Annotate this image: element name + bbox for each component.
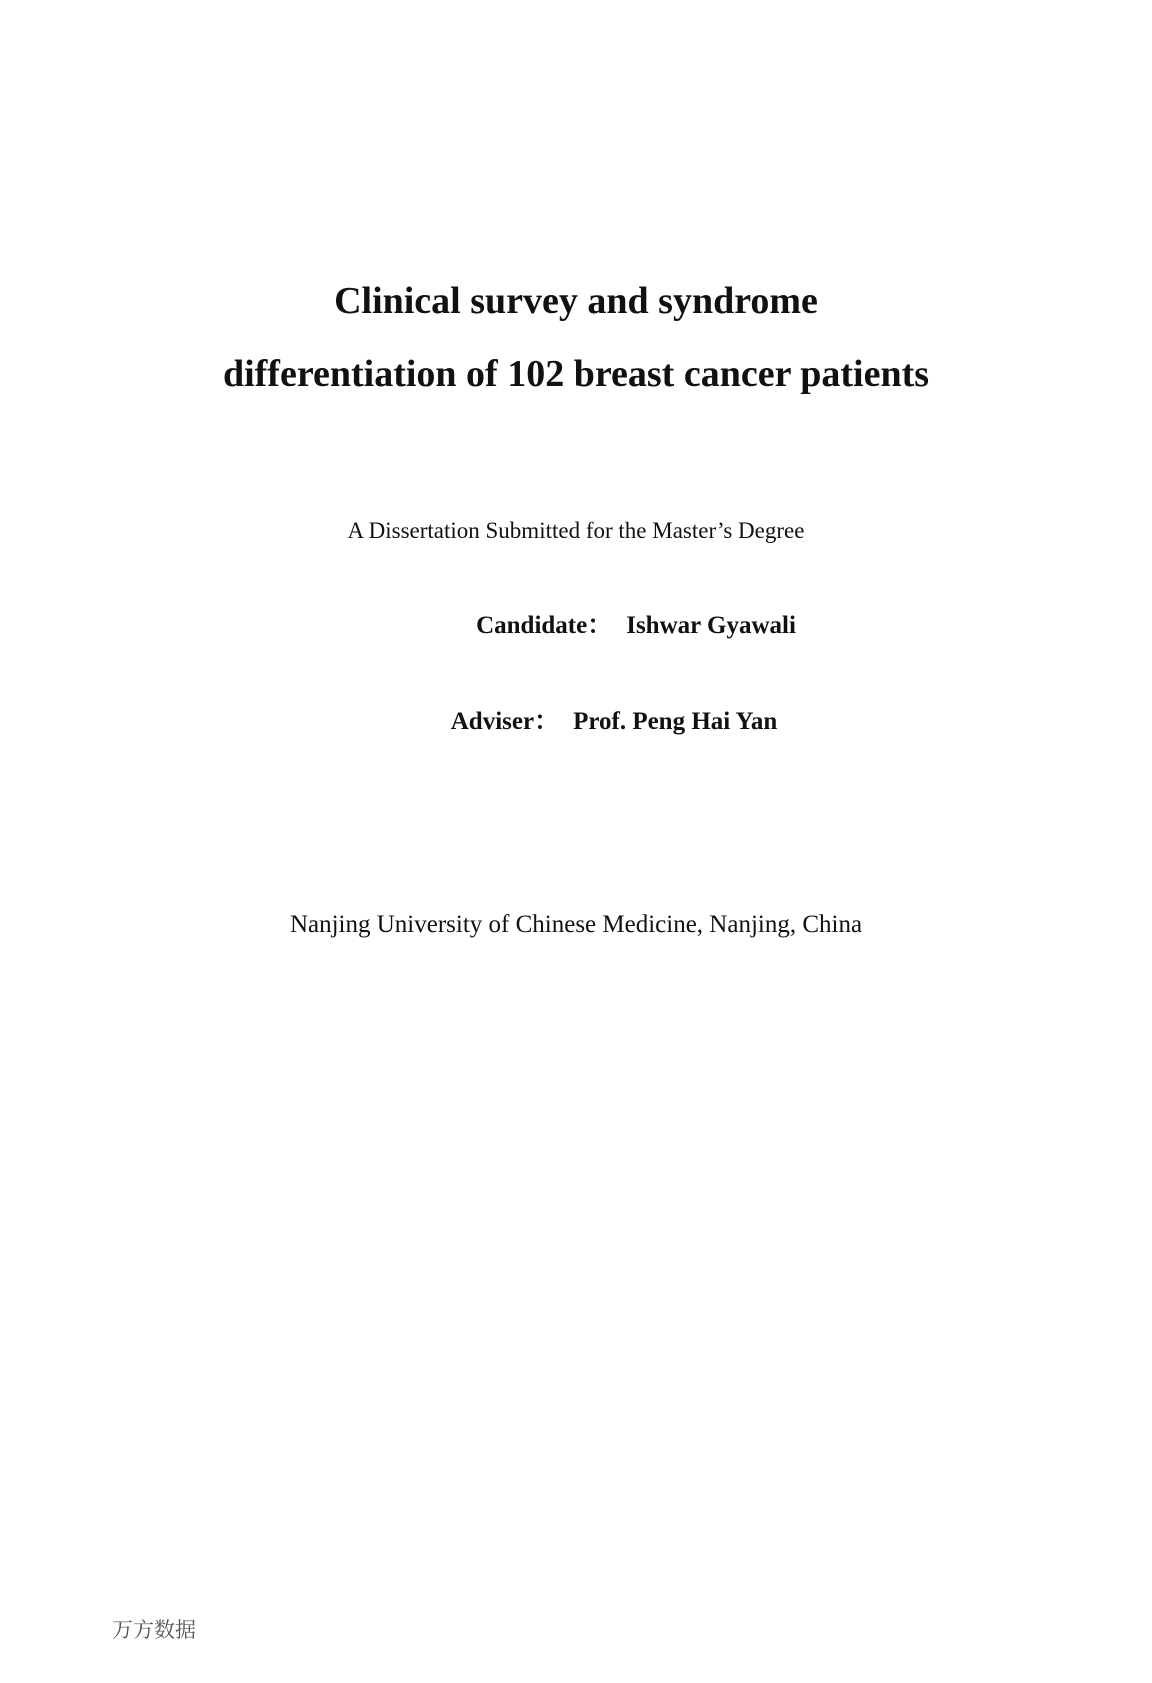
adviser-label: Adviser： [450, 708, 560, 735]
candidate-name: Ishwar Gyawali [626, 612, 796, 639]
title-line-2: differentiation of 102 breast cancer patients [222, 353, 930, 395]
candidate-line [0, 610, 1152, 642]
adviser-name: Prof. Peng Hai Yan [573, 708, 778, 735]
title-line-1: Clinical survey and syndrome [334, 280, 818, 322]
adviser-line [0, 706, 1152, 738]
institution: Nanjing University of Chinese Medicine, Nanjing, China [289, 911, 863, 938]
dissertation-subtitle: A Dissertation Submitted for the Master’s Degree [347, 518, 805, 543]
watermark-text: 万方数据 [112, 1618, 196, 1642]
candidate-label: Candidate： [476, 612, 613, 639]
